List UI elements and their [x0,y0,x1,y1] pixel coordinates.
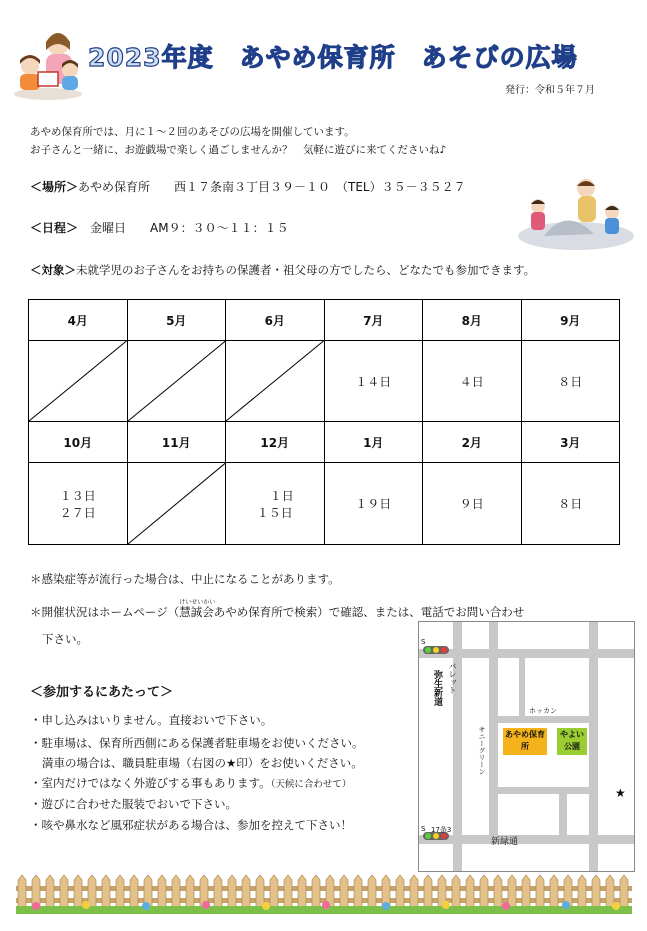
note-status-d: 下さい。 [42,632,88,646]
participation-item: ・咳や鼻水など風邪症状がある場合は、参加を控えて下さい！ [30,818,352,832]
diagonal-slash [128,463,226,544]
diagonal-slash [128,341,226,421]
schedule-label: ＜日程＞ [30,221,79,235]
keyword-ruby: けいせいかい [179,599,216,606]
month-cell: 6月 [226,300,325,341]
weather-note: （天候に合わせて） [270,779,352,790]
date-row [29,341,620,422]
date-cell: ８日 [521,341,620,422]
corner-label: 17条3 [431,826,452,834]
sun-green-label: サニーグリーン [478,726,486,775]
month-cell: 2月 [423,422,522,463]
yayoi-park-marker: やよい公園 [557,728,587,755]
traffic-signal [423,646,449,654]
kids-reading-illustration [12,24,84,100]
date-cell: ４日 [423,341,522,422]
note-status-c: ）で確認、または、電話でお問い合わせ [317,605,525,619]
diagonal-slash [29,341,127,421]
date-text: １３日 [59,488,96,503]
page-title: 2023年度 あやめ保育所 あそびの広場 [88,43,578,72]
barrett-label: バレット [448,662,457,694]
date-text: １日 [269,488,294,503]
schedule-row [30,219,289,236]
participation-item: 満車の場合は、職員駐車場（右図の★印）をお使いください。 [42,756,363,770]
month-cell: 8月 [423,300,522,341]
place-row [30,178,466,195]
participation-heading: ＜参加するにあたって＞ [30,685,174,700]
fence-flowers-decoration [16,872,632,914]
month-cell: 10月 [29,422,128,463]
yayoi-street-label: 弥生新道 [432,670,442,706]
note-status-a: ＊開催状況はホームページ（ [30,605,180,619]
date-text: １５日 [256,505,293,520]
note-status [30,599,525,620]
participation-item: ・駐車場は、保育所西側にある保護者駐車場をお使いください。 [30,736,364,750]
access-map [418,621,635,872]
ayame-nursery-marker: あやめ保育所 [503,728,547,755]
date-cell: １９日 [324,463,423,545]
participation-item: ・遊びに合わせた服装でおいで下さい。 [30,797,237,811]
month-header-row [29,300,620,341]
issued-date: 発行：令和５年７月 [505,85,595,96]
shinryoku-street-label: 新緑通 [491,837,519,847]
date-cell: １４日 [324,341,423,422]
item-text: ・室内だけではなく外遊びする事もあります。 [30,776,271,790]
date-cell: ９日 [423,463,522,545]
note-infection: ＊感染症等が流行った場合は、中止になることがあります。 [30,572,340,586]
date-cell [226,463,325,545]
month-cell: 1月 [324,422,423,463]
date-cell [29,463,128,545]
staff-parking-star-icon: ★ [615,786,626,800]
month-cell: 11月 [127,422,226,463]
target-row [30,262,535,278]
date-text: ２７日 [59,505,96,520]
diagonal-slash [226,341,324,421]
hokkan-label: ホッカン [529,707,557,715]
intro-text [30,123,446,159]
month-cell: 5月 [127,300,226,341]
signal-label: S [421,825,426,833]
no-session-cell [127,463,226,545]
intro-line-1: あやめ保育所では、月に１～２回のあそびの広場を開催しています。 [30,126,355,138]
intro-line-2: お子さんと一緒に、お遊戯場で楽しく過ごしませんか？ 気軽に遊びに来てくださいね♪ [30,144,447,156]
keyword-text: 慧誠会あやめ保育所で検索 [179,605,318,619]
participation-item: ・申し込みはいりません。直接おいで下さい。 [30,713,273,727]
month-cell: 9月 [521,300,620,341]
no-session-cell [29,341,128,422]
signal-label: S [421,638,426,646]
no-session-cell [127,341,226,422]
schedule-value: 金曜日 AM９：３０～１１：１５ [90,221,289,235]
target-label: ＜対象＞ [30,263,76,277]
no-session-cell [226,341,325,422]
date-cell: ８日 [521,463,620,545]
place-value: あやめ保育所 西１７条南３丁目３９－１０ （TEL）３５－３５２７ [78,180,466,194]
search-keyword [179,599,318,619]
month-header-row [29,422,620,463]
month-cell: 3月 [521,422,620,463]
place-label: ＜場所＞ [30,180,79,194]
target-value: 未就学児のお子さんをお持ちの保護者・祖父母の方でしたら、どなたでも参加できます。 [76,263,536,277]
month-cell: 12月 [226,422,325,463]
date-row [29,463,620,545]
month-cell: 4月 [29,300,128,341]
month-cell: 7月 [324,300,423,341]
participation-item [30,775,351,791]
schedule-table [28,299,620,545]
sandbox-illustration [516,176,636,252]
